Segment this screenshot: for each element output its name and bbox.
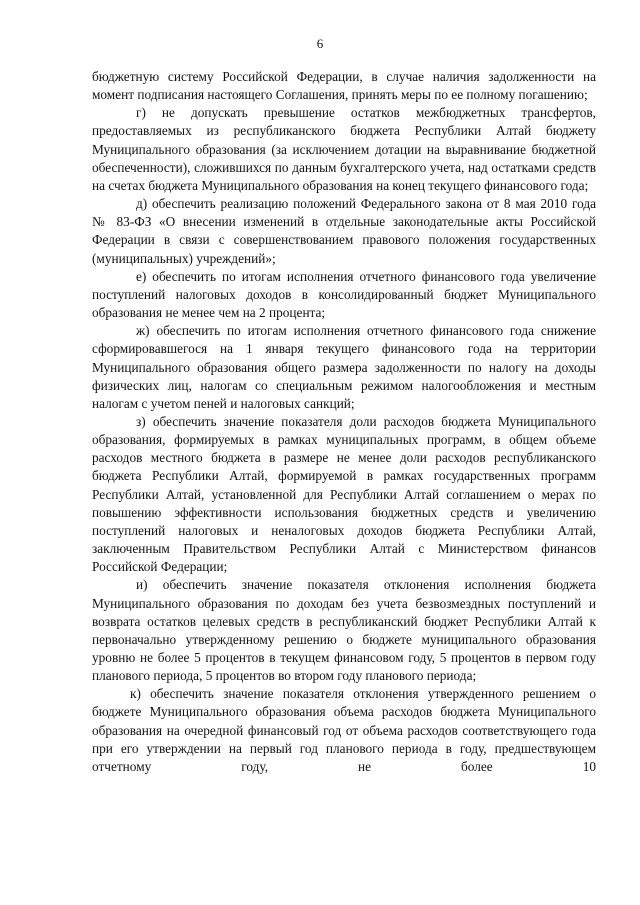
paragraph-item-zh: ж) обеспечить по итогам исполнения отчетного финансового года снижение сформировавшегося на 1 января текущего финансового года на территории Муниципального образования общего размера задолженности по налогу на доходы физических лиц, налогам со специальным режимом налогообложения и местным налогам с учетом пеней и налоговых санкций; [92, 323, 596, 411]
paragraph-item-g: г) не допускать превышение остатков межбюджетных трансфертов, предоставляемых из республиканского бюджета Республики Алтай бюджету Муниципального образования (за исключением дотации на выравнивание бюджетной обеспеченности), сложившихся по данным бухгалтерского учета, над остатками средств на счетах бюджета Муниципального образования на конец текущего финансового года; [92, 105, 596, 193]
paragraph-item-e: е) обеспечить по итогам исполнения отчетного финансового года увеличение поступлений налоговых доходов в консолидированный бюджет Муниципального образования не менее чем на 2 процента; [92, 268, 596, 321]
paragraph-item-z: з) обеспечить значение показателя доли расходов бюджета Муниципального образования, формируемых в рамках муниципальных программ, в общем объеме расходов местного бюджета в размере не менее доли расходов республиканского бюджета Республики Алтай, формируемой в рамках государственных программ Республики Алтай, установленной для Республики Алтай соглашением о мерах по повышению эффективности использования бюджетных средств и увеличению поступлений налоговых и неналоговых доходов бюджета Республики Алтай, заключенным Правительством Республики Алтай с Министерством финансов Российской Федерации; [92, 413, 596, 575]
paragraph-item-d: д) обеспечить реализацию положений Федерального закона от 8 мая 2010 года № 83-ФЗ «О внесении изменений в отдельные законодательные акты Российской Федерации в связи с совершенствованием правового положения государственных (муниципальных) учреждений»; [92, 196, 596, 266]
page-number: 6 [316, 36, 324, 51]
paragraph-item-k: к) обеспечить значение показателя отклонения утвержденного решением о бюджете Муниципального образования объема расходов бюджета Муниципального образования на очередной финансовый год от объема расходов соответствующего года при его утверждении на первый год планового периода в году, предшествующем отчетному году, не более 10 [92, 686, 596, 774]
document-body [92, 68, 596, 776]
paragraph-item-i: и) обеспечить значение показателя отклонения исполнения бюджета Муниципального образования по доходам без учета безвозмездных поступлений и возврата остатков целевых средств в республиканский бюджет Республики Алтай к первоначально утвержденному решению о бюджете муниципального образования уровню не более 5 процентов в текущем финансовом году, 5 процентов в первом году планового периода, 5 процентов во втором году планового периода; [92, 577, 596, 684]
paragraph-continuation: бюджетную систему Российской Федерации, в случае наличия задолженности на момент подписания настоящего Соглашения, принять меры по ее полному погашению; [92, 69, 596, 103]
